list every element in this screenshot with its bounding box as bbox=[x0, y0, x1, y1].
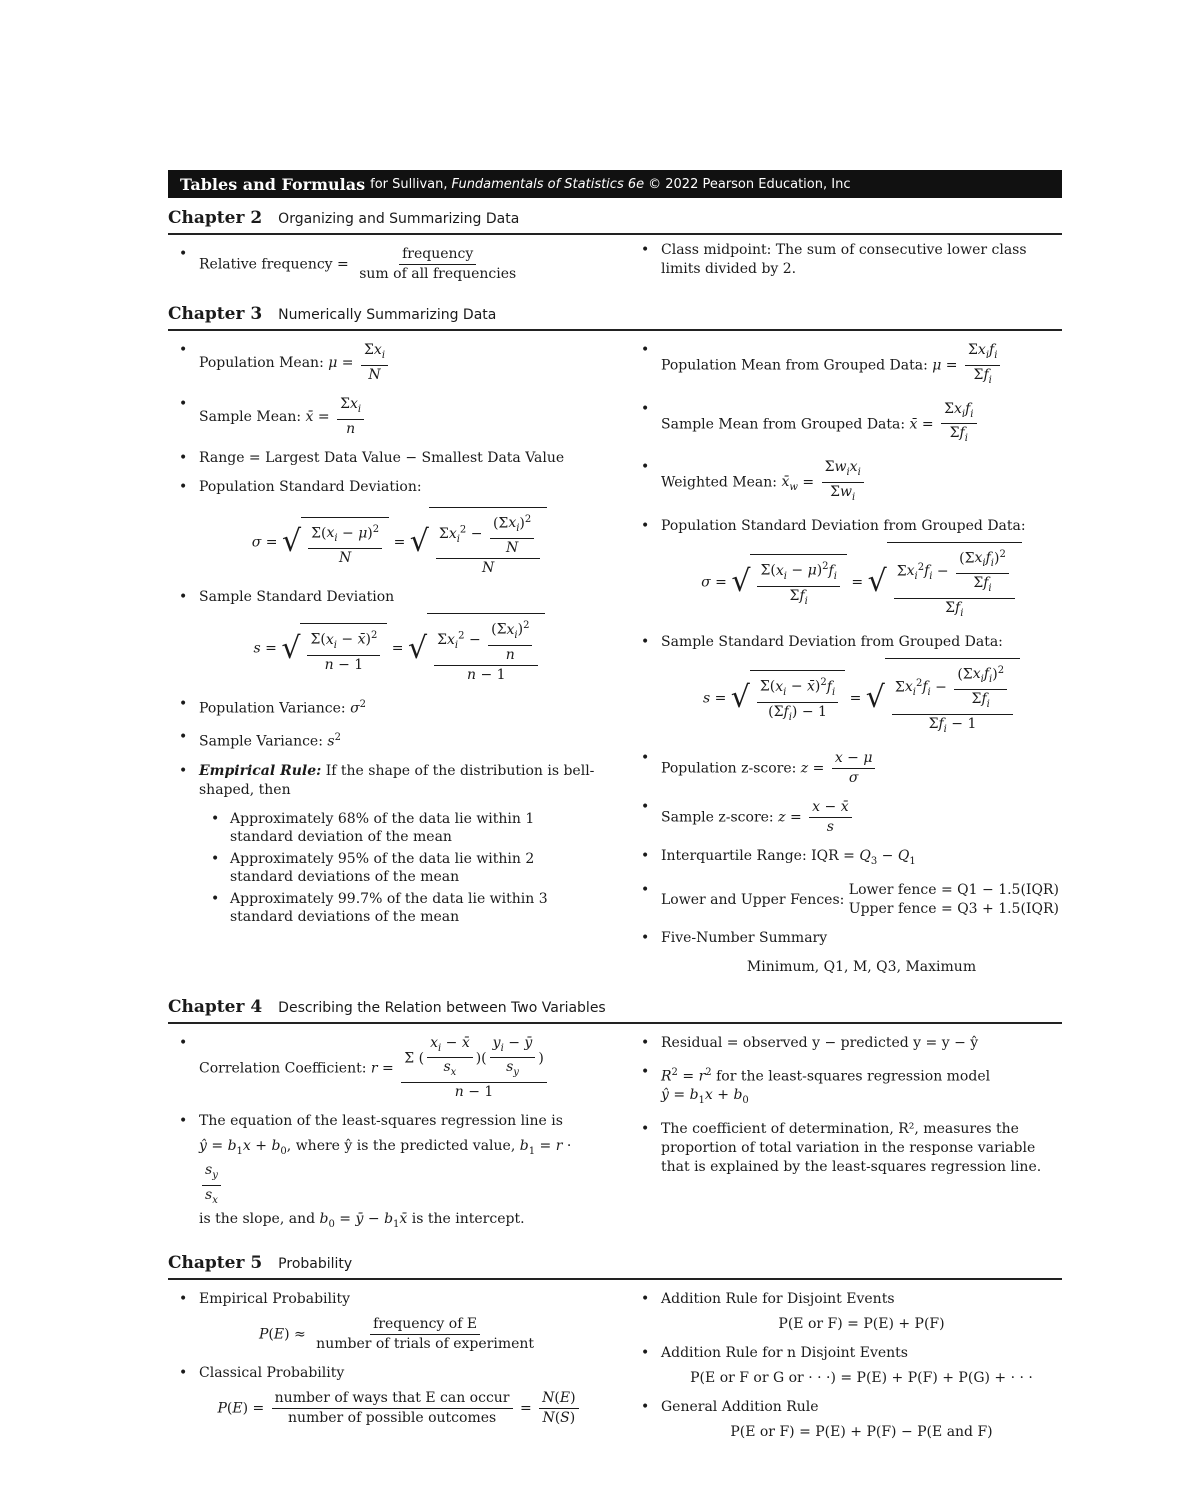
chapter-5-heading: Chapter 5 Probability bbox=[168, 1243, 1062, 1280]
chapter-4-body bbox=[168, 1024, 1062, 1244]
r-squared: • $R^2 = r^2$ for the least-squares regression model ŷ = $b_1x + b_0$ bbox=[630, 1063, 1062, 1110]
empirical-rule-95: • Approximately 95% of the data lie within 2 standard deviations of the mean bbox=[168, 850, 600, 886]
population-mean: • Population Mean: μ = $\frac{\Sigma x_i}{N}$ bbox=[168, 341, 600, 385]
chapter-3-body bbox=[168, 331, 1062, 987]
empirical-rule-997: • Approximately 99.7% of the data lie within 3 standard deviations of the mean bbox=[168, 890, 600, 926]
header-book: Fundamentals of Statistics 6e bbox=[451, 176, 645, 192]
chapter-2-heading: Chapter 2 Organizing and Summarizing Data bbox=[168, 198, 1062, 235]
population-z-score: • Population z-score: z = $\frac{x - \mu}{\sigma}$ bbox=[630, 749, 1062, 788]
class-midpoint: • Class midpoint: The sum of consecutive lower class limits divided by 2. bbox=[630, 241, 1062, 279]
five-number-summary: • Five-Number Summary Minimum, Q1, M, Q3, Maximum bbox=[630, 929, 1062, 977]
sample-variance: • Sample Variance: $s^2$ bbox=[168, 728, 600, 752]
empirical-rule-68: • Approximately 68% of the data lie within 1 standard deviation of the mean bbox=[168, 810, 600, 846]
grouped-population-sd: • Population Standard Deviation from Grouped Data: σ = √ $\frac{\Sigma(x_i - \mu)^2f_i}{\Sigma f_i}$ = √ $\Sigma x_i^2f_i$ − $\frac{(\Sigma x_if_i)^2}{\Sigma f_i}$ $\Sigma f_i$ bbox=[630, 517, 1062, 623]
chapter-2-body bbox=[168, 235, 1062, 294]
empirical-rule: • Empirical Rule: If the shape of the distribution is bell-shaped, then bbox=[168, 762, 600, 800]
grouped-sample-mean: • Sample Mean from Grouped Data: x̄ = $\frac{\Sigma x_if_i}{\Sigma f_i}$ bbox=[630, 400, 1062, 449]
relative-frequency: • Relative frequency = $\frac{\text{frequency}}{\text{sum of all frequencies}}$ bbox=[168, 245, 600, 284]
coefficient-of-determination: • The coefficient of determination, R², measures the proportion of total variation in the response variable that is explained by the least-squares regression line. bbox=[630, 1120, 1062, 1177]
population-variance: • Population Variance: $\sigma^2$ bbox=[168, 695, 600, 719]
chapter-5-body bbox=[168, 1280, 1062, 1452]
addition-rule-n-disjoint: • Addition Rule for n Disjoint Events P(E or F or G or · · ·) = P(E) + P(F) + P(G) + · · · bbox=[630, 1344, 1062, 1388]
empirical-probability: • Empirical Probability P(E) ≈ $\frac{\text{frequency of E}}{\text{number of trials of experiment}}$ bbox=[168, 1290, 600, 1354]
correlation-coefficient: • Correlation Coefficient: r = Σ ( $\frac{x_i - x̄}{s_x}$ )( $\frac{y_i - ȳ}{s_y}$ ) n − 1 bbox=[168, 1034, 600, 1103]
chapter-4-heading: Chapter 4 Describing the Relation between Two Variables bbox=[168, 987, 1062, 1024]
chapter-3-heading: Chapter 3 Numerically Summarizing Data bbox=[168, 294, 1062, 331]
header-for: for Sullivan, bbox=[370, 176, 448, 192]
population-sd: • Population Standard Deviation: σ = √ $\frac{\Sigma(x_i - \mu)^2}{N}$ = √ $\Sigma x_i^2$ − $\frac{(\Sigma x_i)^2}{N}$ N bbox=[168, 478, 600, 578]
formula-sheet bbox=[168, 170, 1062, 1452]
sample-z-score: • Sample z-score: z = $\frac{x - x̄}{s}$ bbox=[630, 798, 1062, 837]
grouped-population-mean: • Population Mean from Grouped Data: μ = $\frac{\Sigma x_if_i}{\Sigma f_i}$ bbox=[630, 341, 1062, 390]
weighted-mean: • Weighted Mean: $x̄_w$ = $\frac{\Sigma w_ix_i}{\Sigma w_i}$ bbox=[630, 458, 1062, 507]
sample-mean: • Sample Mean: x̄ = $\frac{\Sigma x_i}{n}$ bbox=[168, 395, 600, 439]
header-copyright: © 2022 Pearson Education, Inc bbox=[648, 176, 851, 192]
least-squares-line: • The equation of the least-squares regression line is ŷ = $b_1x + b_0$, where ŷ is the predicted value, $b_1 = r$ · $\frac{s_y}{s_x}$ is the slope, and $b_0$ = ȳ − $b_1x̄$ is the intercept. bbox=[168, 1112, 600, 1233]
classical-probability: • Classical Probability P(E) = $\frac{\text{number of ways that E can occur}}{\text{number of possible outcomes}}$ = $\frac{N(E)}{N(S)}$ bbox=[168, 1364, 600, 1428]
lower-fence: Lower fence = Q1 − 1.5(IQR) bbox=[848, 881, 1059, 898]
sample-sd: • Sample Standard Deviation s = √ $\frac{\Sigma(x_i - x̄)^2}{n - 1}$ = √ $\Sigma x_i^2$ − $\frac{(\Sigma x_i)^2}{n}$ n − 1 bbox=[168, 588, 600, 684]
fences: • Lower and Upper Fences: Lower fence = Q1 − 1.5(IQR) Upper fence = Q3 + 1.5(IQR) bbox=[630, 881, 1062, 919]
header-title: Tables and Formulas bbox=[180, 174, 366, 194]
interquartile-range: • Interquartile Range: IQR = $Q_3 - Q_1$ bbox=[630, 847, 1062, 871]
general-addition-rule: • General Addition Rule P(E or F) = P(E) + P(F) − P(E and F) bbox=[630, 1398, 1062, 1442]
addition-rule-disjoint: • Addition Rule for Disjoint Events P(E or F) = P(E) + P(F) bbox=[630, 1290, 1062, 1334]
grouped-sample-sd: • Sample Standard Deviation from Grouped Data: s = √ $\frac{\Sigma(x_i - x̄)^2f_i}{(\Sigma f_i) - 1}$ = √ $\Sigma x_i^2f_i$ − $\frac{(\Sigma x_if_i)^2}{\Sigma f_i}$ $\Sigma f_i - 1$ bbox=[630, 633, 1062, 739]
upper-fence: Upper fence = Q3 + 1.5(IQR) bbox=[848, 900, 1059, 917]
range: • Range = Largest Data Value − Smallest Data Value bbox=[168, 449, 600, 468]
header-bar bbox=[168, 170, 1062, 198]
residual: • Residual = observed y − predicted y = y − ŷ bbox=[630, 1034, 1062, 1053]
